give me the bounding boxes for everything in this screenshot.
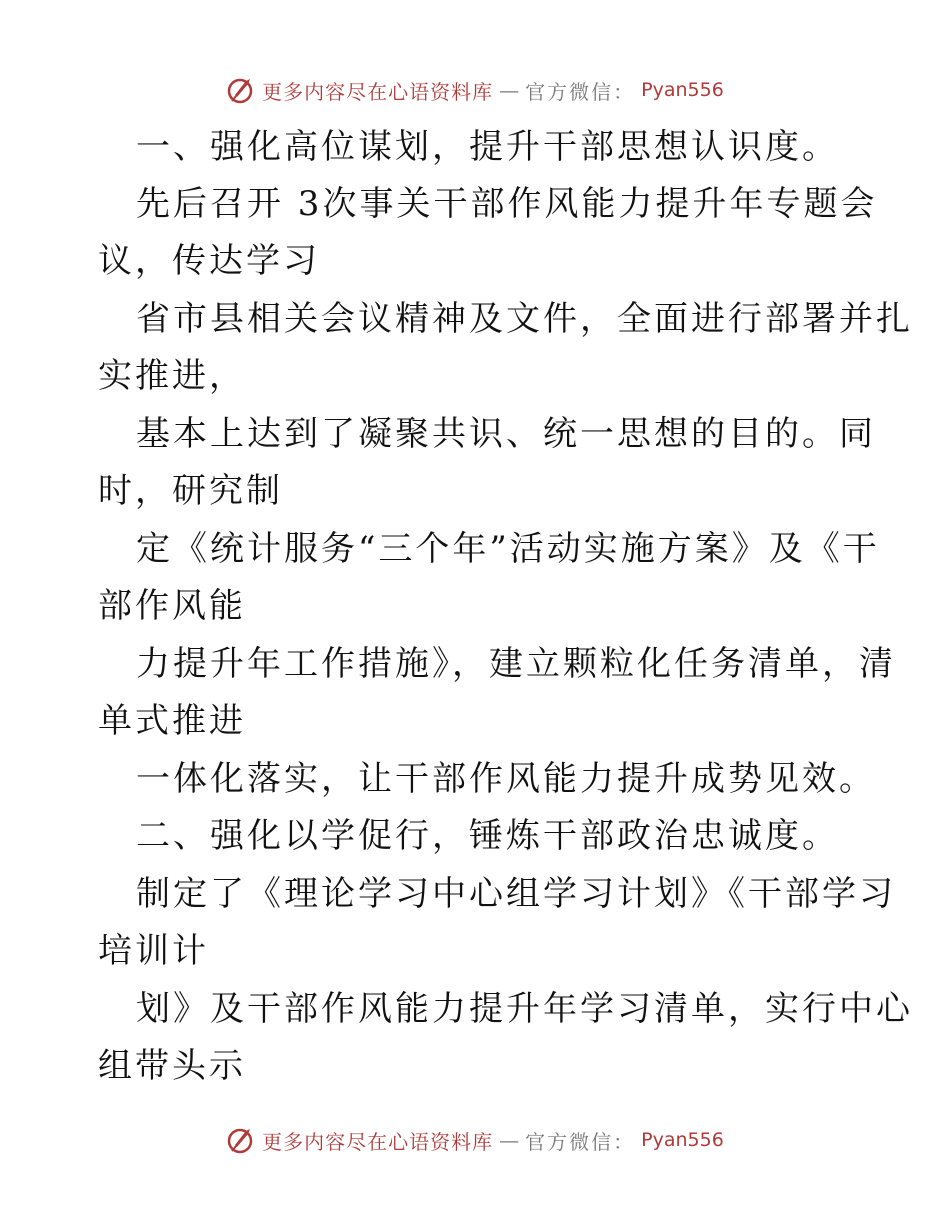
text-line: 二、强化以学促行，锤炼干部政治忠诚度。 — [136, 816, 839, 856]
quill-pen-logo-icon — [226, 1125, 256, 1155]
banner-dash: — — [499, 78, 520, 102]
text-line: 组带头示 — [98, 1046, 246, 1086]
text-line: 实推进， — [98, 356, 246, 396]
banner-dash: — — [499, 1128, 520, 1152]
banner-official-label: 官方微信： — [525, 79, 636, 104]
banner-site-text: 更多内容尽在心语资料库 — [262, 1129, 494, 1154]
banner-account: Pyan556 — [641, 79, 724, 101]
text-line: 时，研究制 — [98, 471, 283, 511]
footer-banner — [0, 1120, 950, 1160]
text-line: 定《统计服务“三个年”活动实施方案》及《干 — [136, 529, 880, 569]
banner-account: Pyan556 — [641, 1129, 724, 1151]
header-banner — [0, 70, 950, 110]
text-line: 议，传达学习 — [98, 241, 320, 281]
text-line: 力提升年工作措施》，建立颗粒化任务清单，清 — [136, 644, 896, 684]
text-line: 省市县相关会议精神及文件，全面进行部署并扎 — [136, 299, 913, 339]
quill-pen-logo-icon — [226, 75, 256, 105]
text-line: 一体化落实，让干部作风能力提升成势见效。 — [136, 759, 876, 799]
banner-site-text: 更多内容尽在心语资料库 — [262, 79, 494, 104]
text-line: 培训计 — [98, 931, 209, 971]
text-line: 单式推进 — [98, 701, 246, 741]
text-line: 部作风能 — [98, 586, 246, 626]
text-line: 划》及干部作风能力提升年学习清单，实行中心 — [136, 989, 913, 1029]
banner-official-label: 官方微信： — [525, 1129, 636, 1154]
text-line: 一、强化高位谋划，提升干部思想认识度。 — [136, 127, 839, 167]
text-line: 制定了《理论学习中心组学习计划》《干部学习 — [136, 874, 896, 914]
text-line: 基本上达到了凝聚共识、统一思想的目的。同 — [136, 414, 876, 454]
text-line: 先后召开 3次事关干部作风能力提升年专题会 — [136, 184, 878, 224]
